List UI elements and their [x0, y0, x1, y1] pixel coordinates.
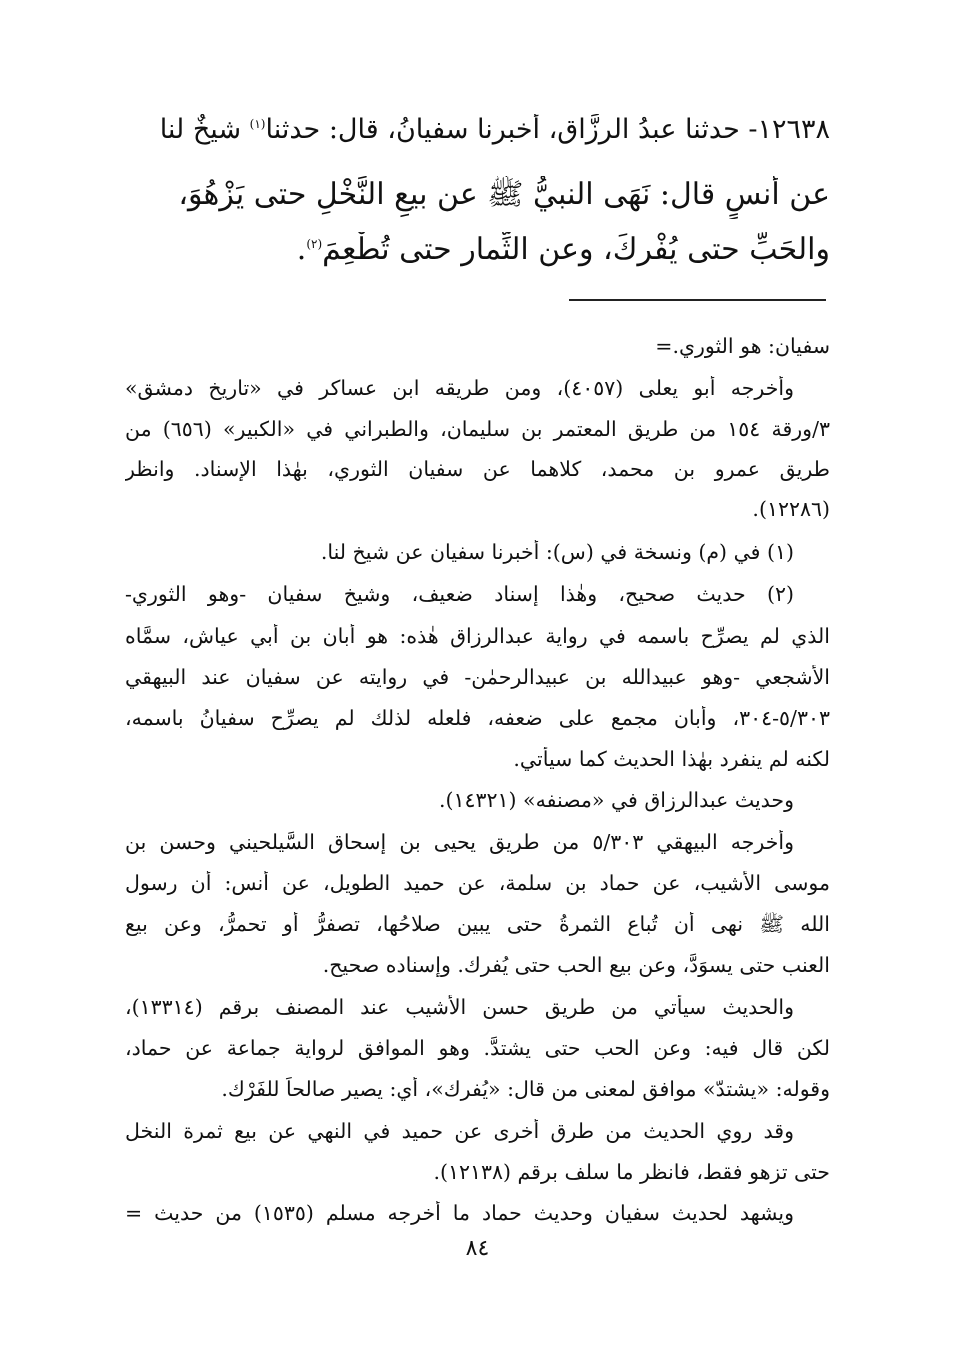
footnote-text: والحديث سيأتي من طريق حسن الأشيب عند المصنف برقم (١٣٣١٤)،	[125, 995, 794, 1019]
footnote-text: (١٢٢٨٦).	[752, 497, 830, 521]
hadith-text: ١٢٦٣٨- حدثنا عبدُ الرزَّاق، أخبرنا سفيانُ، قال: حدثنا	[265, 114, 830, 145]
footnote-line	[125, 912, 830, 942]
footnote-line	[125, 334, 830, 358]
footnote-text: سفيان: هو الثوري.	[672, 334, 830, 358]
footnote-line	[125, 1036, 830, 1060]
footnote-line	[125, 624, 830, 648]
footnote-text: ٥/٣٠٣-٣٠٤، وأبان مجمع على ضعفه، فلعله لذلك لم يصرِّح سفيانُ باسمه،	[125, 706, 830, 730]
footnote-text: ٣/ورقة ١٥٤ من طريق المعتمر بن سليمان، والطبراني في «الكبير» (٦٥٦) من	[125, 417, 830, 441]
continuation-mark: =	[125, 1201, 143, 1225]
footnote-line	[125, 417, 830, 441]
footnote-text: لكن قال فيه: وعن الحب حتى يشتدَّ. وهو الموافق لرواية جماعة عن حماد،	[125, 1036, 830, 1060]
hadith-line-2	[125, 176, 830, 219]
footnote-line	[125, 497, 830, 521]
footnote-ref: (١)	[249, 117, 266, 131]
footnote-line	[125, 457, 830, 481]
footnote-separator	[569, 299, 826, 301]
footnote-2	[125, 582, 830, 606]
hadith-matn: .	[296, 232, 307, 267]
footnote-text: الذي لم يصرِّح باسمه في رواية عبدالرزاق هٰذه: هو أبان بن أبي عياش، سمَّاه	[125, 624, 830, 648]
footnote-text: لكنه لم ينفرد بهٰذا الحديث كما سيأتي.	[513, 747, 830, 771]
footnote-text: وحديث عبدالرزاق في «مصنفه» (١٤٣٢١).	[438, 788, 794, 812]
hadith-line-3	[125, 232, 830, 267]
footnote-text: موسى الأشيب، عن حماد بن سلمة، عن حميد الطويل، عن أنس: أن رسول	[125, 871, 830, 895]
footnote-text: الأشجعي -وهو عبيدالله بن عبيدالرحمٰن- في روايته عن سفيان عند البيهقي	[125, 665, 830, 689]
hadith-matn: والحَبِّ حتى يُفْرِكَ، وعن الثِّمارِ حتى تُطْعِمَ	[322, 232, 830, 267]
footnote-ref: (٢)	[306, 237, 323, 251]
footnote-text: وأخرجه البيهقي ٥/٣٠٣ من طريق يحيى بن إسحاق السَّيلحيني وحسن بن	[125, 830, 794, 854]
footnote-line	[125, 953, 830, 977]
footnote-line	[125, 1201, 830, 1225]
footnote-line	[125, 706, 830, 730]
footnote-line	[125, 1077, 830, 1101]
footnote-line	[125, 830, 830, 854]
hadith-text: شيخٌ لنا	[159, 114, 250, 145]
footnote-text: (١) في (م) ونسخة في (س): أخبرنا سفيان عن شيخ لنا.	[320, 540, 794, 564]
page-number: ٨٤	[465, 1236, 490, 1261]
footnote-line	[125, 995, 830, 1019]
footnote-text: حتى تزهو فقط، فانظر ما سلف برقم (١٢١٣٨).	[433, 1160, 830, 1184]
footnote-line	[125, 788, 830, 812]
footnote-text: العنب حتى يسوَدَّ، وعن بيع الحب حتى يُفرِك. وإسناده صحيح.	[322, 953, 830, 977]
footnote-line	[125, 871, 830, 895]
footnote-text: ويشهد لحديث سفيان وحديث حماد ما أخرجه مسلم (١٥٣٥) من حديث	[154, 1201, 794, 1225]
footnote-line	[125, 376, 830, 400]
hadith-matn: عن أنسٍ قال: نَهَى النبيُّ ﷺ عن بيعِ النَّخْلِ حتى يَزْهُوَ،	[178, 177, 830, 212]
footnote-text: (٢) حديث صحيح، وهٰذا إسناد ضعيف، وشيخ سفيان -وهو الثوري-	[125, 582, 794, 606]
footnote-line	[125, 747, 830, 771]
footnote-text: وأخرجه أبو يعلى (٤٠٥٧)، ومن طريقه ابن عساكر في «تاريخ دمشق»	[125, 376, 795, 400]
footnote-text: وقد روي الحديث من طرق أخرى عن حميد في النهي عن بيع ثمرة النخل	[125, 1119, 794, 1143]
continuation-mark: =	[655, 334, 673, 358]
hadith-line-1	[125, 114, 830, 145]
footnote-line	[125, 1119, 830, 1143]
footnote-line	[125, 1160, 830, 1184]
footnote-text: طريق عمرو بن محمد، كلاهما عن سفيان الثوري، بهٰذا الإسناد. وانظر	[125, 457, 830, 481]
footnote-text: الله ﷺ نهى أن تُباع الثمرةُ حتى يبين صلاحُها، تصفرُّ أو تحمرُّ، وعن بيع	[125, 912, 830, 936]
footnote-1	[125, 540, 830, 564]
footnote-text: وقوله: «يشتدّ» موافق لمعنى من قال: «يُفرِك»، أي: يصير صالحاً للفَرْك.	[221, 1077, 830, 1101]
footnote-line	[125, 665, 830, 689]
